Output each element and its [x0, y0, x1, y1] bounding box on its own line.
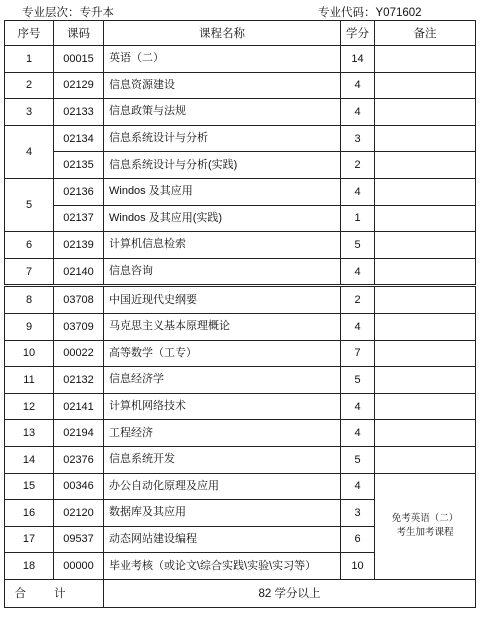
name-cell: 英语（二） [104, 46, 341, 73]
credit-cell: 2 [341, 286, 375, 314]
note-cell [375, 205, 476, 232]
seq-cell: 1 [5, 46, 54, 73]
table-row [5, 313, 476, 340]
name-cell: 信息咨询 [104, 258, 341, 286]
course-table [4, 20, 476, 608]
table-row [5, 446, 476, 473]
name-cell: 信息系统开发 [104, 446, 341, 473]
code-cell: 02136 [54, 178, 104, 205]
name-cell: 信息资源建设 [104, 72, 341, 99]
code-cell: 02139 [54, 232, 104, 259]
credit-cell: 2 [341, 152, 375, 179]
table-row [5, 367, 476, 394]
table-row [5, 232, 476, 259]
code-cell: 02137 [54, 205, 104, 232]
exemption-note-line: 免考英语（二） [391, 513, 459, 525]
credit-cell: 10 [341, 553, 375, 580]
note-cell [375, 286, 476, 314]
name-cell: 马克思主义基本原理概论 [104, 313, 341, 340]
note-cell [375, 367, 476, 394]
total-row [5, 579, 476, 607]
name-cell: 信息政策与法规 [104, 99, 341, 126]
credit-cell: 4 [341, 473, 375, 500]
note-cell [375, 446, 476, 473]
note-cell [375, 393, 476, 420]
seq-cell: 4 [5, 125, 54, 178]
table-row [5, 258, 476, 286]
table-row [5, 99, 476, 126]
seq-cell: 5 [5, 178, 54, 231]
seq-cell: 6 [5, 232, 54, 259]
code-cell: 02120 [54, 500, 104, 527]
table-row [5, 473, 476, 500]
note-cell [375, 232, 476, 259]
column-header-note: 备注 [375, 21, 476, 46]
seq-cell: 2 [5, 72, 54, 99]
code-cell: 02129 [54, 72, 104, 99]
credit-cell: 1 [341, 205, 375, 232]
note-cell [375, 313, 476, 340]
name-cell: 中国近现代史纲要 [104, 286, 341, 314]
name-cell: 信息系统设计与分析 [104, 125, 341, 152]
code-cell: 02141 [54, 393, 104, 420]
note-cell [375, 99, 476, 126]
credit-cell: 4 [341, 420, 375, 447]
code-cell: 02133 [54, 99, 104, 126]
name-cell: 计算机网络技术 [104, 393, 341, 420]
name-cell: 计算机信息检索 [104, 232, 341, 259]
credit-cell: 4 [341, 72, 375, 99]
table-row [5, 125, 476, 152]
note-cell [375, 258, 476, 286]
credit-cell: 5 [341, 232, 375, 259]
document-header [0, 2, 480, 20]
code-cell: 02194 [54, 420, 104, 447]
note-cell [375, 420, 476, 447]
seq-cell: 14 [5, 446, 54, 473]
seq-cell: 8 [5, 286, 54, 314]
table-row [5, 205, 476, 232]
credit-cell: 4 [341, 313, 375, 340]
credit-cell: 14 [341, 46, 375, 73]
credit-cell: 5 [341, 367, 375, 394]
column-header-code: 课码 [54, 21, 104, 46]
name-cell: 办公自动化原理及应用 [104, 473, 341, 500]
seq-cell: 16 [5, 500, 54, 527]
code-cell: 00015 [54, 46, 104, 73]
name-cell: 信息系统设计与分析(实践) [104, 152, 341, 179]
seq-cell: 11 [5, 367, 54, 394]
credit-cell: 4 [341, 178, 375, 205]
note-cell [375, 46, 476, 73]
credit-cell: 4 [341, 258, 375, 286]
major-code: 专业代码：Y071602 [318, 7, 422, 19]
name-cell: 数据库及其应用 [104, 500, 341, 527]
name-cell: 工程经济 [104, 420, 341, 447]
total-label: 合计 [5, 579, 104, 607]
note-cell [375, 340, 476, 367]
name-cell: Windos 及其应用(实践) [104, 205, 341, 232]
seq-cell: 9 [5, 313, 54, 340]
column-header-credit: 学分 [341, 21, 375, 46]
credit-cell: 4 [341, 99, 375, 126]
credit-cell: 3 [341, 125, 375, 152]
code-cell: 03708 [54, 286, 104, 314]
exemption-note-cell [375, 473, 476, 579]
table-row [5, 46, 476, 73]
note-cell [375, 178, 476, 205]
column-header-seq: 序号 [5, 21, 54, 46]
note-cell [375, 152, 476, 179]
table-row [5, 72, 476, 99]
name-cell: 高等数学（工专） [104, 340, 341, 367]
code-cell: 02140 [54, 258, 104, 286]
code-cell: 09537 [54, 526, 104, 553]
seq-cell: 18 [5, 553, 54, 580]
seq-cell: 12 [5, 393, 54, 420]
name-cell: 动态网站建设编程 [104, 526, 341, 553]
exemption-note-line: 考生加考课程 [396, 527, 454, 539]
seq-cell: 15 [5, 473, 54, 500]
note-cell [375, 125, 476, 152]
credit-cell: 5 [341, 446, 375, 473]
seq-cell: 13 [5, 420, 54, 447]
table-row [5, 340, 476, 367]
credit-cell: 4 [341, 393, 375, 420]
seq-cell: 17 [5, 526, 54, 553]
code-cell: 02376 [54, 446, 104, 473]
credit-cell: 6 [341, 526, 375, 553]
table-row [5, 393, 476, 420]
note-cell [375, 72, 476, 99]
table-row [5, 286, 476, 314]
table-row [5, 178, 476, 205]
table-header-row [5, 21, 476, 46]
seq-cell: 7 [5, 258, 54, 286]
code-cell: 02132 [54, 367, 104, 394]
credit-cell: 7 [341, 340, 375, 367]
name-cell: Windos 及其应用 [104, 178, 341, 205]
code-cell: 00346 [54, 473, 104, 500]
table-row [5, 420, 476, 447]
name-cell: 信息经济学 [104, 367, 341, 394]
code-cell: 03709 [54, 313, 104, 340]
seq-cell: 3 [5, 99, 54, 126]
total-value: 82 学分以上 [104, 579, 476, 607]
seq-cell: 10 [5, 340, 54, 367]
name-cell: 毕业考核（或论文\综合实践\实验\实习等） [104, 553, 341, 580]
code-cell: 00022 [54, 340, 104, 367]
code-cell: 00000 [54, 553, 104, 580]
credit-cell: 3 [341, 500, 375, 527]
code-cell: 02134 [54, 125, 104, 152]
table-row [5, 152, 476, 179]
code-cell: 02135 [54, 152, 104, 179]
column-header-name: 课程名称 [104, 21, 341, 46]
major-level: 专业层次：专升本 [22, 7, 114, 19]
